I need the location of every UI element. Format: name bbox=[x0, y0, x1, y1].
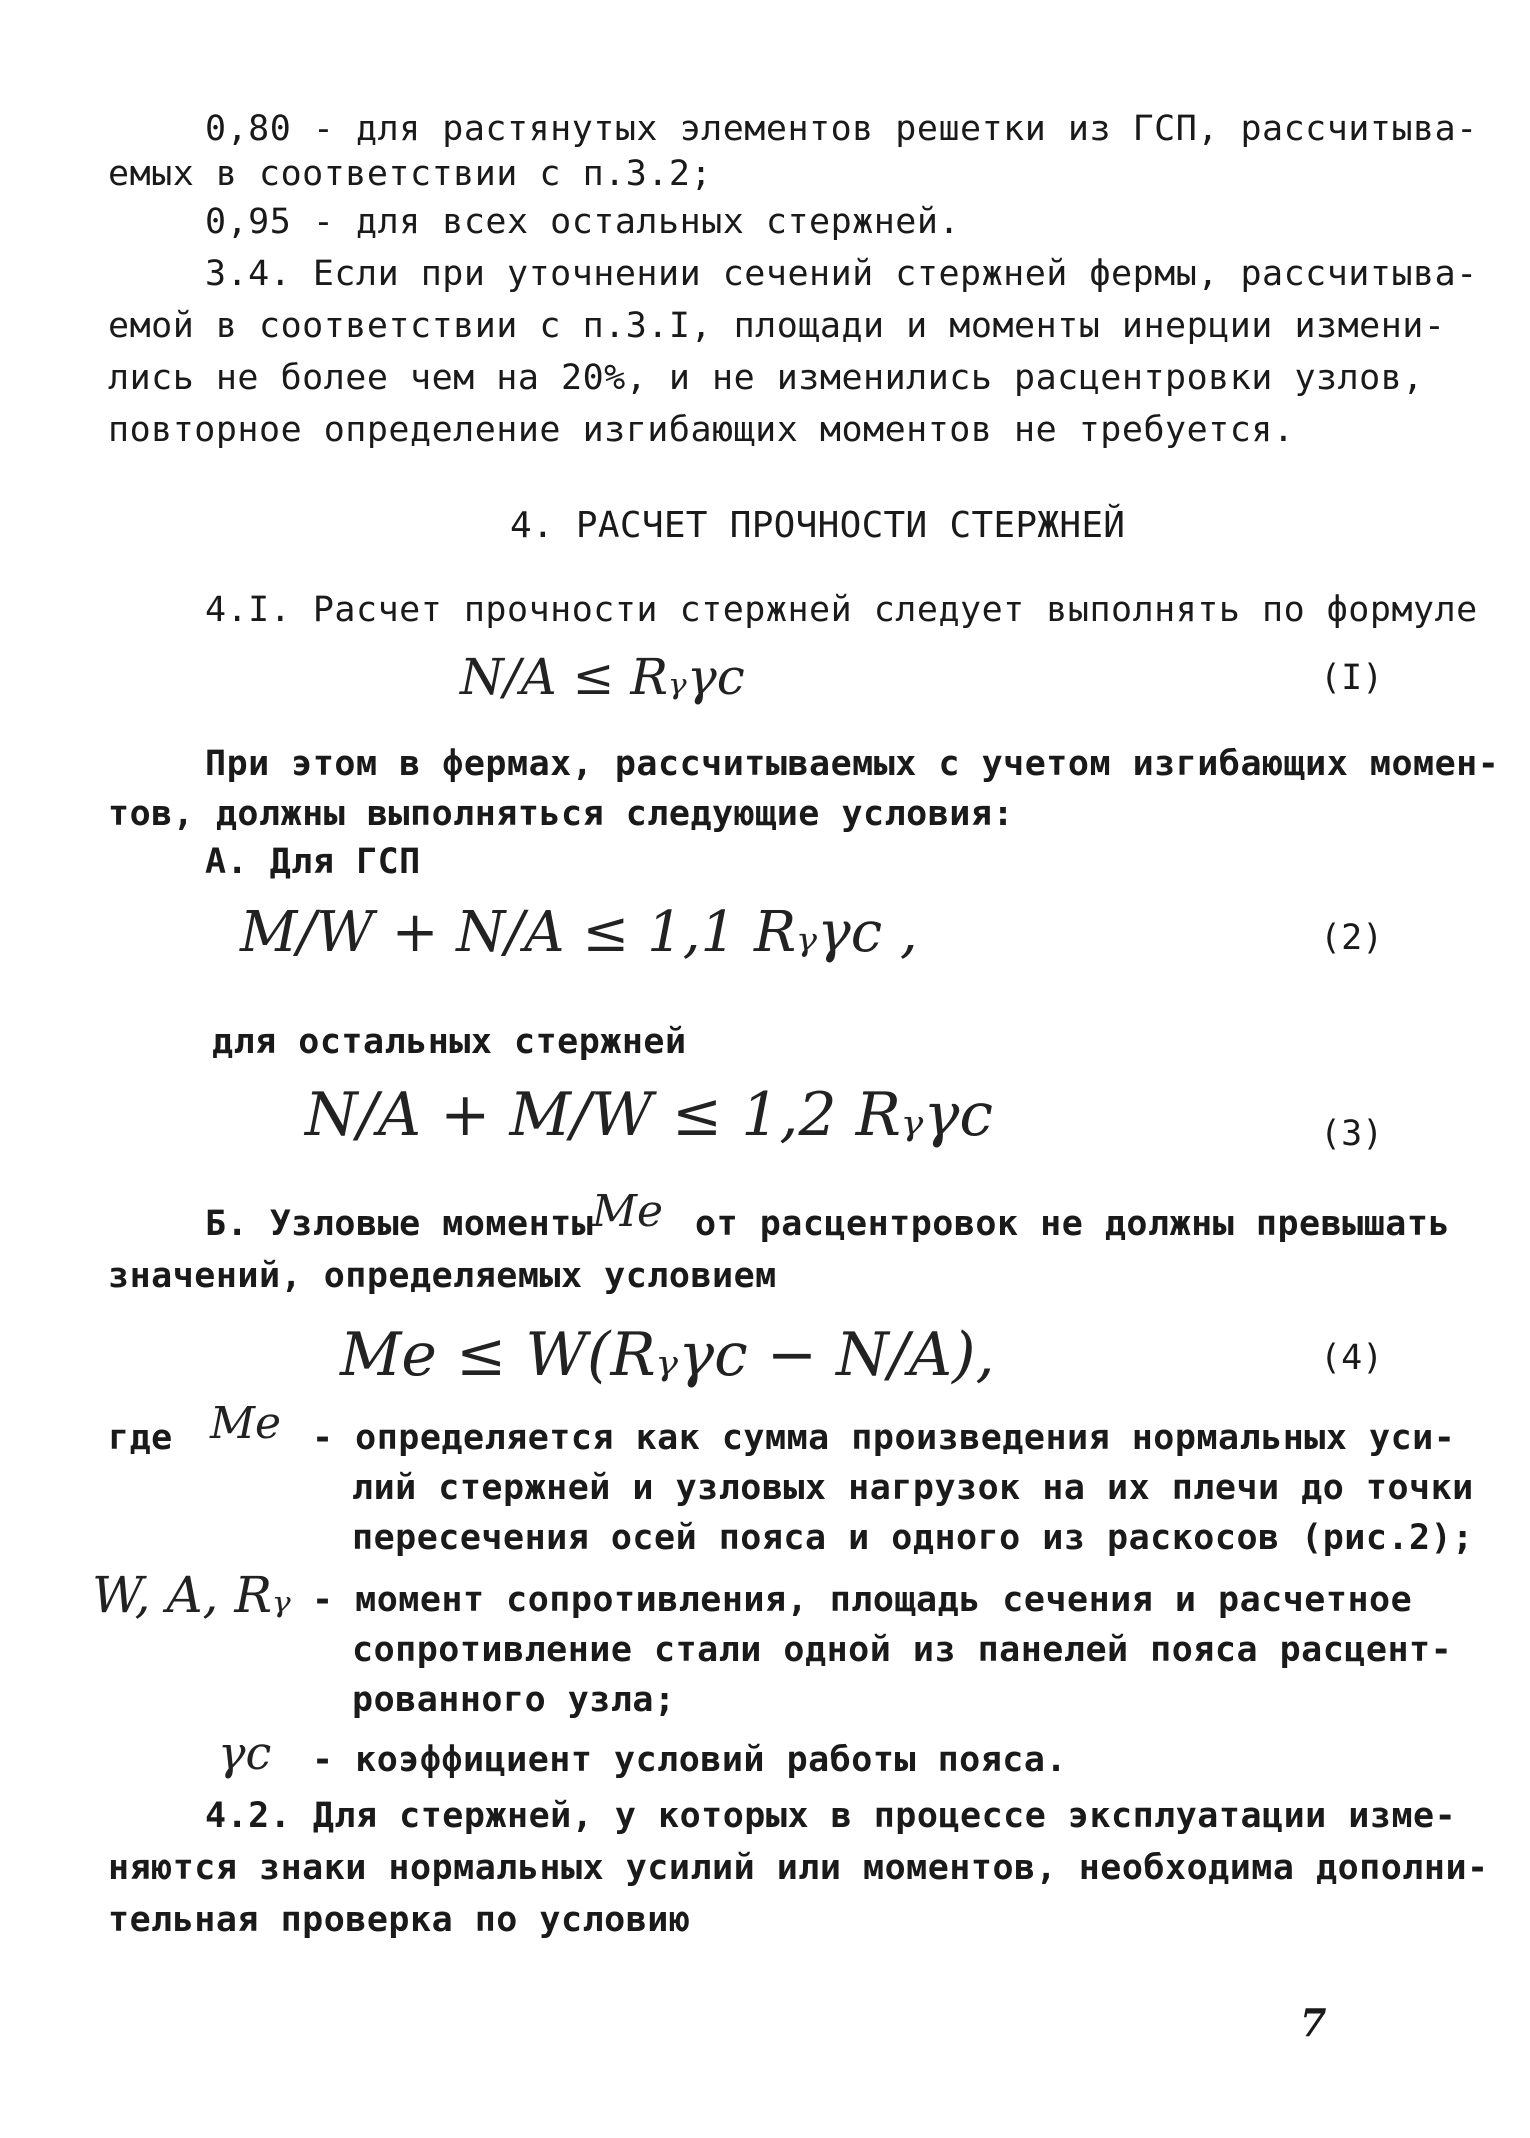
where-def2-line2: сопротивление стали одной из панелей пояса расцент- bbox=[352, 1630, 1453, 1670]
where-symbol-me: Me bbox=[210, 1398, 282, 1449]
condition-intro-line2: тов, должны выполняться следующие условия: bbox=[108, 794, 1015, 834]
case-b-symbol: Me bbox=[592, 1186, 664, 1237]
formula-4-number: (4) bbox=[1320, 1338, 1384, 1378]
where-label: где bbox=[108, 1418, 173, 1458]
other-rods-label: для остальных стержней bbox=[212, 1022, 687, 1062]
clause-4-2-line1: 4.2. Для стержней, у которых в процессе эксплуатации изме- bbox=[205, 1796, 1457, 1836]
clause-4-2-line3: тельная проверка по условию bbox=[108, 1900, 691, 1940]
case-b-line1-start: Б. Узловые моменты bbox=[205, 1204, 594, 1244]
formula-1: N/A ≤ Rᵧγc bbox=[460, 648, 745, 706]
p3-line2: емой в соответствии с п.3.I, площади и моменты инерции измени- bbox=[108, 306, 1446, 346]
case-b-line1-end: от расцентровок не должны превышать bbox=[695, 1204, 1451, 1244]
p2-line: 0,95 - для всех остальных стержней. bbox=[205, 202, 961, 242]
p3-line1: 3.4. Если при уточнении сечений стержней фермы, рассчитыва- bbox=[205, 254, 1478, 294]
where-symbols-w-a-ry: W, A, Rᵧ bbox=[92, 1566, 291, 1624]
clause-4-1: 4.I. Расчет прочности стержней следует выполнять по формуле bbox=[205, 590, 1478, 630]
where-def1-line2: лий стержней и узловых нагрузок на их плечи до точки bbox=[352, 1468, 1474, 1508]
case-a-label: А. Для ГСП bbox=[205, 842, 421, 882]
clause-4-2-line2: няются знаки нормальных усилий или моментов, необходима дополни- bbox=[108, 1848, 1489, 1888]
where-def1-line1: - определяется как сумма произведения нормальных уси- bbox=[312, 1418, 1456, 1458]
formula-2-number: (2) bbox=[1320, 918, 1384, 958]
where-symbol-gamma-c: γc bbox=[218, 1726, 272, 1780]
page-number: 7 bbox=[1300, 2000, 1327, 2045]
formula-4: Me ≤ W(Rᵧγc − N/A), bbox=[340, 1320, 995, 1390]
formula-1-number: (I) bbox=[1320, 658, 1384, 698]
formula-3-number: (3) bbox=[1320, 1114, 1384, 1154]
formula-2: M/W + N/A ≤ 1,1 Rᵧγc , bbox=[240, 900, 918, 965]
case-b-line2: значений, определяемых условием bbox=[108, 1256, 777, 1296]
section-heading: 4. РАСЧЕТ ПРОЧНОСТИ СТЕРЖНЕЙ bbox=[510, 505, 1126, 546]
p1-line2: емых в соответствии с п.3.2; bbox=[108, 154, 713, 194]
p3-line4: повторное определение изгибающих моментов не требуется. bbox=[108, 410, 1295, 450]
where-def3-line1: - коэффициент условий работы пояса. bbox=[312, 1740, 1068, 1780]
p3-line3: лись не более чем на 20%, и не изменились расцентровки узлов, bbox=[108, 358, 1424, 398]
where-def2-line3: рованного узла; bbox=[352, 1680, 676, 1720]
where-def1-line3: пересечения осей пояса и одного из раскосов (рис.2); bbox=[352, 1518, 1474, 1558]
condition-intro-line1: При этом в фермах, рассчитываемых с учетом изгибающих момен- bbox=[205, 744, 1500, 784]
formula-3: N/A + M/W ≤ 1,2 Rᵧγc bbox=[305, 1080, 993, 1150]
p1-line1: 0,80 - для растянутых элементов решетки из ГСП, рассчитыва- bbox=[205, 109, 1478, 149]
where-def2-line1: - момент сопротивления, площадь сечения и расчетное bbox=[312, 1580, 1413, 1620]
